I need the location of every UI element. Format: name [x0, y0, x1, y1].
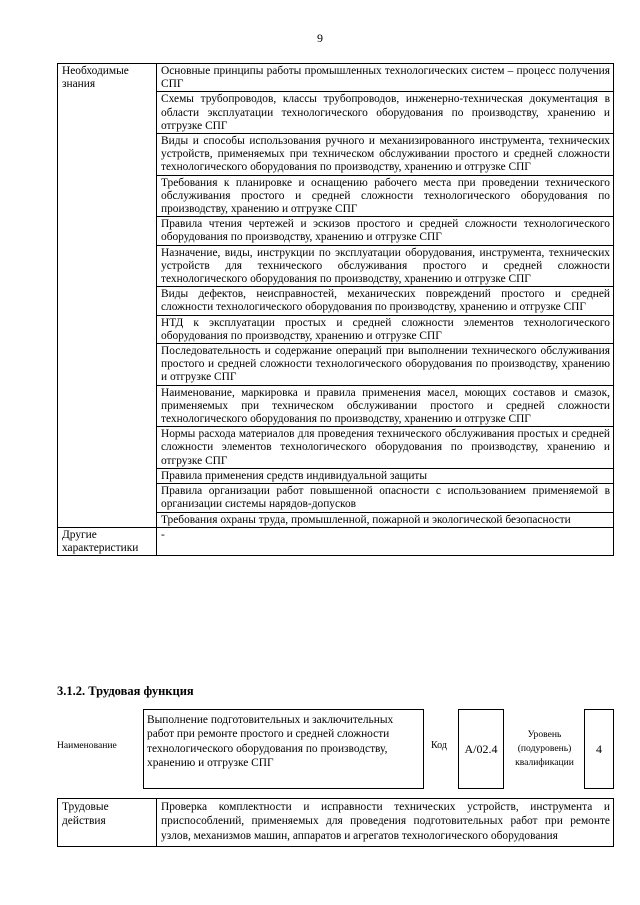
knowledge-table: [57, 63, 614, 556]
labor-actions-cell: [157, 799, 614, 847]
knowledge-item: Нормы расхода материалов для проведения технического обслуживания простых и средней сложности элементов технологического оборудования по производству, хранению и отгрузке СПГ: [157, 427, 614, 469]
function-code-box: А/02.4: [458, 709, 504, 789]
knowledge-table-body: [58, 64, 614, 556]
knowledge-item: Виды и способы использования ручного и механизированного инструмента, технических устройств, применяемых при техническом обслуживании простого и средней сложности технологического оборудования по производству, хранению и отгрузке СПГ: [157, 134, 614, 176]
other-characteristics-label: Другие характеристики: [58, 527, 157, 555]
knowledge-row: [58, 64, 614, 92]
section-heading: 3.1.2. Трудовая функция: [57, 684, 194, 698]
knowledge-item: Требования охраны труда, промышленной, пожарной и экологической безопасности: [157, 512, 614, 527]
knowledge-item: Виды дефектов, неисправностей, механических повреждений простого и средней сложности технологического оборудования по производству, хранению и отгрузке СПГ: [157, 287, 614, 315]
knowledge-item: Наименование, маркировка и правила применения масел, моющих составов и смазок, применяемых при техническом обслуживании простого и средней сложности технологического оборудования по производству, хранению и отгрузке СПГ: [157, 385, 614, 427]
knowledge-item: НТД к эксплуатации простых и средней сложности элементов технологического оборудования по производству, хранению и отгрузке СПГ: [157, 315, 614, 343]
qualification-level-label: Уровень (подуровень) квалификации: [515, 729, 574, 768]
knowledge-item: Правила организации работ повышенной опасности с использованием применяемой в организации системы нарядов-допусков: [157, 484, 614, 512]
knowledge-label: Необходимые знания: [58, 64, 157, 528]
knowledge-item: Основные принципы работы промышленных технологических систем – процесс получения СПГ: [157, 64, 614, 92]
other-characteristics-row: [58, 527, 614, 555]
labor-actions-table: [57, 798, 614, 847]
knowledge-item: Правила чтения чертежей и эскизов простого и средней сложности технологического оборудования по производству, хранению и отгрузке СПГ: [157, 217, 614, 245]
knowledge-item: Требования к планировке и оснащению рабочего места при проведении технического обслуживания простого и средней сложности технологического оборудования по производству, хранению и отгрузке СПГ: [157, 175, 614, 217]
other-characteristics-value: -: [157, 527, 614, 555]
labor-actions-label: Трудовые действия: [58, 799, 157, 847]
qualification-level-box: 4: [584, 709, 614, 789]
knowledge-item: Правила применения средств индивидуальной защиты: [157, 468, 614, 483]
labor-actions-text: Проверка комплектности и исправности технических устройств, инструмента и приспособлений, применяемых для проведения подготовительных работ при ремонте узлов, механизмов машин, аппаратов и агрегатов технологического оборудования: [161, 801, 610, 842]
knowledge-item: Последовательность и содержание операций при выполнении технического обслуживания простого и средней сложности технологического оборудования по производству, хранению и отгрузке СПГ: [157, 344, 614, 386]
labor-actions-row: [58, 799, 614, 847]
function-name-label: Наименование: [57, 740, 117, 751]
function-code-label: Код: [431, 740, 447, 751]
page-number: 9: [317, 31, 323, 45]
function-name-box: Выполнение подготовительных и заключительных работ при ремонте простого и средней сложности технологического оборудования по производству, хранению и отгрузке СПГ: [143, 709, 424, 789]
knowledge-item: Схемы трубопроводов, классы трубопроводов, инженерно-техническая документация в области эксплуатации технологического оборудования по производству, хранению и отгрузке СПГ: [157, 92, 614, 134]
knowledge-item: Назначение, виды, инструкции по эксплуатации оборудования, инструмента, технических устройств для технического обслуживания простого и средней сложности технологического оборудования по производству, хранению и отгрузке СПГ: [157, 245, 614, 287]
